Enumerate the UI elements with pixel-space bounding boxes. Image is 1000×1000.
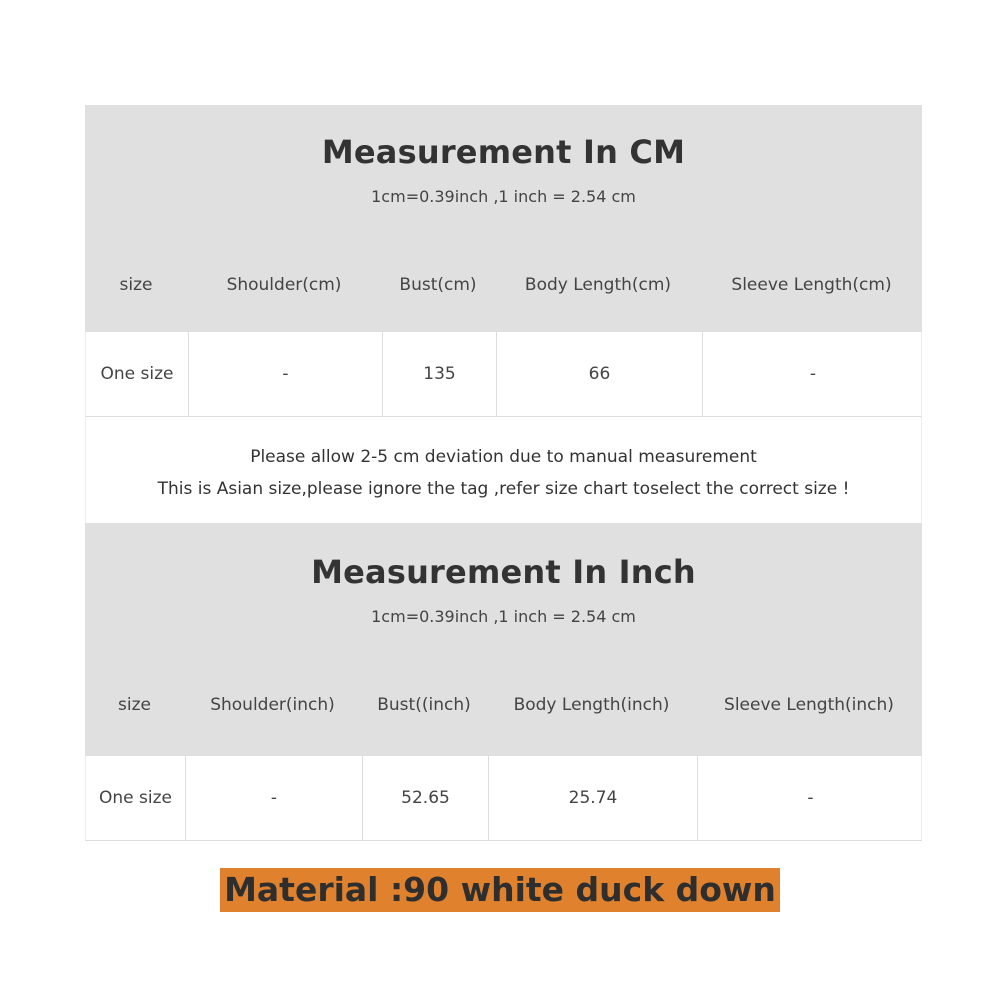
column-header-bust: Bust((inch) <box>377 695 471 715</box>
inch-cell-shoulder: - <box>185 756 362 840</box>
inch-cell-sleeve-length: - <box>697 756 923 840</box>
inch-title: Measurement In Inch <box>311 553 696 591</box>
inch-table-row <box>85 756 922 841</box>
column-header-body-length: Body Length(cm) <box>524 275 672 295</box>
deviation-note: Please allow 2-5 cm deviation due to manual measurement <box>250 447 757 467</box>
material-banner <box>0 868 1000 912</box>
inch-header <box>85 523 922 756</box>
column-header-sleeve-length: Sleeve Length(cm) <box>731 275 892 295</box>
column-header-sleeve-length: Sleeve Length(inch) <box>724 695 894 715</box>
size-notes <box>85 417 922 523</box>
cm-cell-shoulder: - <box>188 332 382 416</box>
inch-conversion-note: 1cm=0.39inch ,1 inch = 2.54 cm <box>371 607 636 626</box>
cm-cell-size: One size <box>100 364 174 384</box>
cm-cell-sleeve-length: - <box>702 332 923 416</box>
column-header-size: size <box>119 275 153 295</box>
inch-column-headers <box>85 685 922 725</box>
cm-table-row <box>85 332 922 417</box>
column-header-body-length: Body Length(inch) <box>513 695 670 715</box>
size-chart <box>85 105 922 841</box>
inch-cell-body-length: 25.74 <box>488 756 697 840</box>
cm-header <box>85 105 922 332</box>
asian-size-note: This is Asian size,please ignore the tag ,refer size chart toselect the correct size ! <box>157 479 850 499</box>
inch-cell-bust: 52.65 <box>362 756 488 840</box>
column-header-shoulder: Shoulder(cm) <box>226 275 342 295</box>
cm-cell-body-length: 66 <box>496 332 702 416</box>
cm-column-headers <box>85 265 922 305</box>
column-header-shoulder: Shoulder(inch) <box>210 695 335 715</box>
inch-cell-size: One size <box>99 788 172 808</box>
cm-title: Measurement In CM <box>321 133 686 171</box>
column-header-size: size <box>118 695 151 715</box>
cm-conversion-note: 1cm=0.39inch ,1 inch = 2.54 cm <box>371 187 636 206</box>
material-label: Material :90 white duck down <box>220 868 780 912</box>
column-header-bust: Bust(cm) <box>399 275 477 295</box>
cm-cell-bust: 135 <box>382 332 496 416</box>
